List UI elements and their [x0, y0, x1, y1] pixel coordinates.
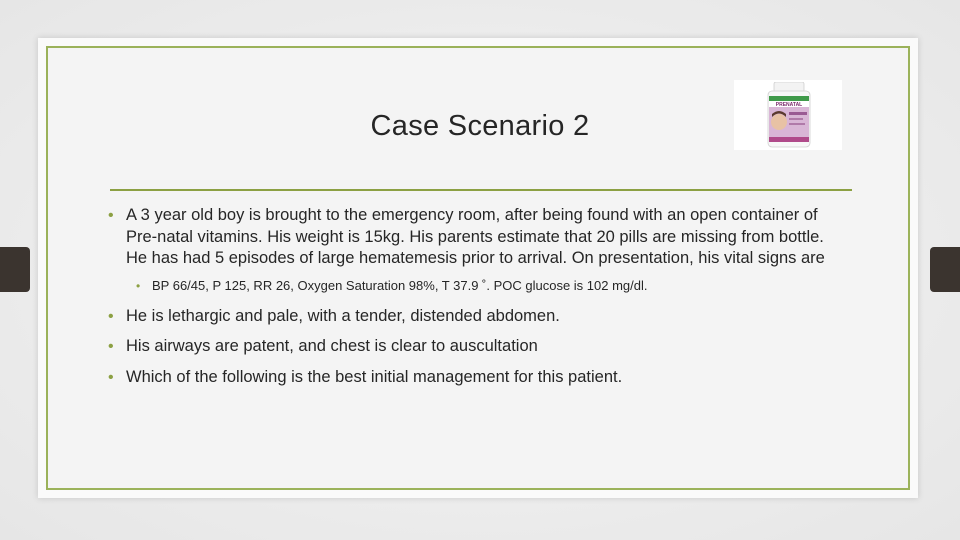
slide-title: Case Scenario 2	[370, 110, 590, 142]
bullet-item	[108, 306, 848, 328]
bullet-dot-icon: •	[108, 307, 114, 325]
bullet-item	[108, 205, 848, 270]
title-divider	[110, 189, 852, 191]
sub-bullet-item	[136, 278, 848, 294]
right-side-tab	[930, 247, 960, 292]
bullet-item	[108, 367, 848, 389]
sub-bullet-text: BP 66/45, P 125, RR 26, Oxygen Saturation 98%, T 37.9 ˚. POC glucose is 102 mg/dl.	[152, 277, 648, 293]
bottle-label-text: PRENATAL	[775, 102, 803, 108]
vitamin-bottle-icon	[764, 82, 814, 148]
bullet-dot-icon: •	[108, 207, 114, 224]
bullet-text: A 3 year old boy is brought to the emergency room, after being found with an open container of Pre-natal vitamins. His weight is 15kg. His parents estimate that 20 pills are missing from bottle. He has had 5 episodes of large hematemesis prior to arrival. On presentation, his vital signs are	[126, 206, 825, 267]
bullet-text: His airways are patent, and chest is clear to auscultation	[126, 337, 538, 355]
bullet-dot-icon: •	[108, 338, 114, 355]
left-side-tab	[0, 247, 30, 292]
bullet-text: Which of the following is the best initial management for this patient.	[126, 367, 623, 386]
bullet-item	[108, 336, 848, 358]
bullet-dot-icon: •	[108, 368, 114, 386]
prenatal-vitamin-bottle-image	[734, 80, 842, 150]
slide-body	[108, 205, 848, 388]
bullet-dot-icon: •	[136, 278, 141, 293]
bullet-text: He is lethargic and pale, with a tender, distended abdomen.	[126, 306, 560, 325]
